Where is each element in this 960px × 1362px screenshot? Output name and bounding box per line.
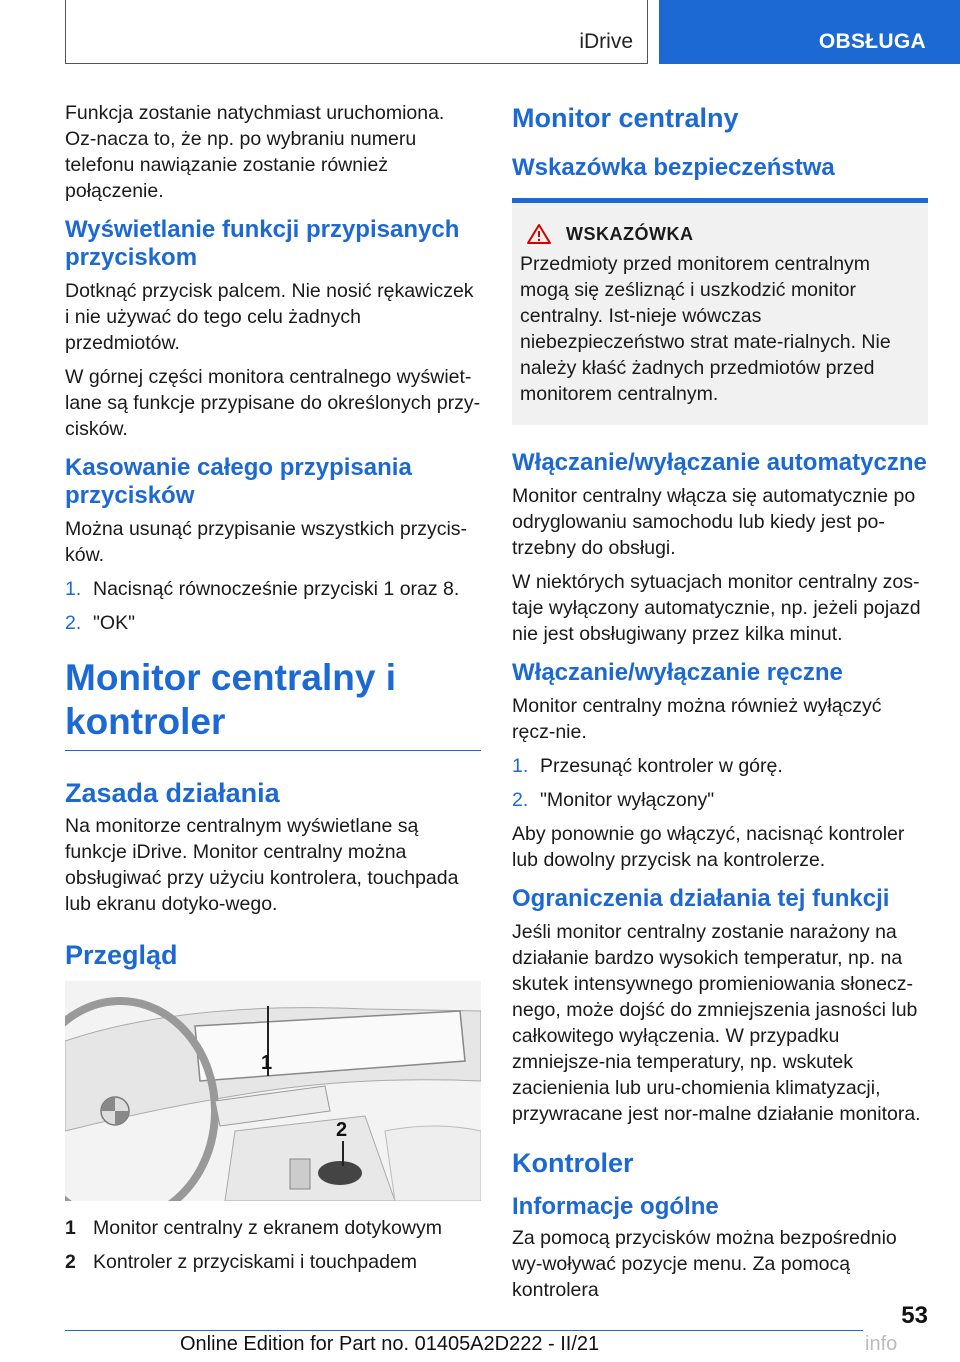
list-number: 2. — [512, 789, 529, 811]
legend-number: 1 — [65, 1217, 76, 1239]
heading-auto-onoff: Włączanie/wyłączanie automatyczne — [512, 449, 927, 476]
legend-text: Kontroler z przyciskami i touchpadem — [93, 1251, 418, 1273]
list-number: 1. — [65, 578, 82, 600]
paragraph-auto-1: Monitor centralny włącza się automatycznie po odryglowaniu samochodu lub kiedy jest po-trzebny do obsługi. — [512, 485, 916, 559]
warning-box — [512, 198, 928, 425]
list-text: "OK" — [93, 612, 136, 634]
heading-principle: Zasada działania — [65, 778, 280, 808]
controller-knob-shape — [318, 1161, 362, 1185]
chapter-heading: Monitor centralny i kontroler — [65, 656, 481, 751]
list-item — [65, 610, 481, 636]
intro-paragraph: Funkcja zostanie natychmiast uruchomiona. Oz-nacza to, że np. po wybraniu numeru telefonu nawiązanie zostanie również połączenie. — [65, 102, 445, 202]
header-section-title: iDrive — [579, 30, 633, 53]
warning-text: Przedmioty przed monitorem centralnym mogą się ześliznąć i uszkodzić monitor centralny. Ist-nieje wówczas niebezpieczeństwo strat mate-rialnych. Nie należy kłaść żadnych przedmiotów przed monitorem centralnym. — [520, 253, 891, 405]
warning-title-text: WSKAZÓWKA — [566, 223, 694, 244]
paragraph-general: Za pomocą przycisków można bezpośrednio wy-woływać pozycje menu. Za pomocą kontrolera — [512, 1227, 897, 1301]
list-number: 1. — [512, 755, 529, 777]
footer-divider — [65, 1330, 863, 1331]
heading-controller: Kontroler — [512, 1148, 634, 1178]
header-section-box — [65, 0, 648, 64]
warning-title — [526, 223, 916, 245]
footer-watermark: info — [865, 1333, 898, 1355]
header-chapter-title: OBSŁUGA — [818, 30, 926, 53]
legend-item — [65, 1215, 481, 1241]
dashboard-illustration — [65, 981, 481, 1201]
heading-display-functions: Wyświetlanie funkcji przypisanych przyciskom — [65, 216, 460, 271]
figure-label-2: 2 — [336, 1119, 348, 1141]
list-item — [512, 787, 928, 813]
figure-label-1: 1 — [261, 1052, 273, 1074]
paragraph-display-2: W górnej części monitora centralnego wyświet-lane są funkcje przypisane do określonych przy-cisków. — [65, 366, 481, 440]
list-text: "Monitor wyłączony" — [540, 789, 715, 811]
heading-safety-note: Wskazówka bezpieczeństwa — [512, 154, 835, 181]
legend-number: 2 — [65, 1251, 76, 1273]
list-text: Nacisnąć równocześnie przyciski 1 oraz 8. — [93, 578, 460, 600]
heading-overview: Przegląd — [65, 940, 178, 970]
dashboard-drawing — [65, 981, 481, 1201]
heading-general-info: Informacje ogólne — [512, 1193, 719, 1220]
header-chapter-tab — [659, 0, 960, 64]
warning-triangle-icon — [526, 223, 552, 245]
list-item — [512, 753, 928, 779]
heading-limitations: Ograniczenia działania tej funkcji — [512, 885, 890, 912]
paragraph-manual: Monitor centralny można również wyłączyć ręcz-nie. — [512, 695, 882, 743]
list-item — [65, 576, 481, 602]
left-column — [65, 100, 481, 1283]
paragraph-limitations: Jeśli monitor centralny zostanie narażony na działanie bardzo wysokich temperatur, np. na skutek intensywnego promieniowania słonecz-nego, może dojść do zmniejszenia jasności lub całkowitego wyłączenia. W przypadku zmniejsze-nia temperatury, np. wskutek zacienienia lub uru-chomienia klimatyzacji, przywracane jest nor-malne działanie monitora. — [512, 921, 921, 1125]
paragraph-auto-2: W niektórych sytuacjach monitor centralny zos-taje wyłączony automatycznie, np. jeżeli pojazd nie jest obsługiwany przez kilka minut. — [512, 571, 921, 645]
paragraph-manual-2: Aby ponownie go włączyć, nacisnąć kontroler lub dowolny przycisk na kontrolerze. — [512, 823, 905, 871]
paragraph-delete: Można usunąć przypisanie wszystkich przycis-ków. — [65, 518, 468, 566]
list-text: Przesunąć kontroler w górę. — [540, 755, 783, 777]
paragraph-display-1: Dotknąć przycisk palcem. Nie nosić rękawiczek i nie używać do tego celu żadnych przedmiotów. — [65, 280, 474, 354]
page-number: 53 — [901, 1302, 928, 1329]
heading-central-monitor: Monitor centralny — [512, 103, 739, 133]
right-column — [512, 100, 928, 1311]
paragraph-principle: Na monitorze centralnym wyświetlane są funkcje iDrive. Monitor centralny można obsługiwać przy użyciu kontrolera, touchpada lub ekranu dotyko-wego. — [65, 815, 459, 915]
list-number: 2. — [65, 612, 82, 634]
legend-text: Monitor centralny z ekranem dotykowym — [93, 1217, 442, 1239]
legend-item — [65, 1249, 481, 1275]
heading-delete-assignment: Kasowanie całego przypisania przycisków — [65, 454, 412, 509]
footer-edition: Online Edition for Part no. 01405A2D222 - II/21 — [180, 1333, 600, 1355]
heading-manual-onoff: Włączanie/wyłączanie ręczne — [512, 659, 843, 686]
